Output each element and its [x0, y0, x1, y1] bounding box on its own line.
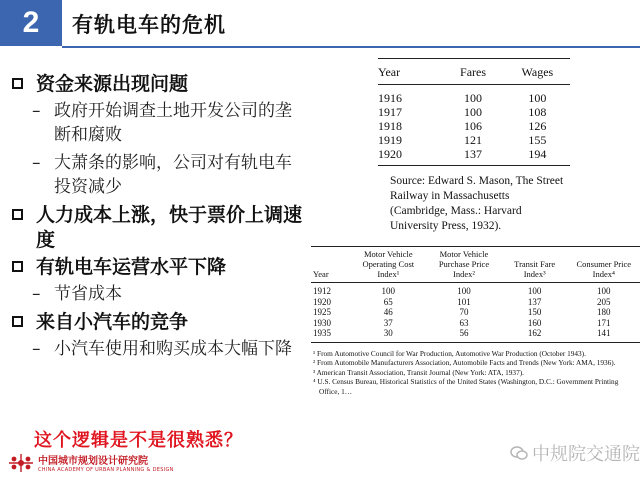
checkbox-square-icon	[12, 209, 23, 220]
table-cell: 63	[459, 317, 469, 328]
table-cell: 1916	[378, 91, 402, 105]
footnote: ³ American Transit Association, Transit Journal (New York: ATA, 1937).	[313, 367, 524, 377]
table-cell: 101	[457, 296, 471, 307]
sub-bullet-item	[10, 337, 310, 361]
table-cell: 180	[597, 307, 611, 317]
table-cell: 1935	[313, 328, 331, 338]
table-cell: 1920	[378, 147, 402, 161]
fares-wages-table	[378, 58, 570, 234]
bullet-text: 有轨电车运营水平下降	[36, 256, 227, 278]
bullet-text: 人力成本上涨，快于票价上调速度	[36, 204, 303, 251]
table-row	[378, 105, 570, 119]
bullet-list	[10, 72, 310, 365]
table-cell: 100	[457, 286, 471, 296]
bullet-item	[10, 72, 310, 97]
bullet-item	[10, 203, 310, 253]
table-row	[311, 318, 640, 329]
table-row	[311, 307, 640, 318]
column-header: Motor Vehicle Operating Cost Index¹	[362, 249, 415, 279]
table-cell: 1919	[378, 133, 402, 147]
table-cell: 100	[527, 286, 542, 296]
table-cell: 100	[597, 286, 611, 296]
column-header: Consumer Price Index⁴	[576, 259, 632, 279]
table-cell: 1917	[378, 105, 402, 119]
table-cell: 108	[528, 105, 547, 119]
checkbox-square-icon	[12, 78, 23, 89]
table-cell: 162	[527, 328, 542, 338]
column-header: Transit Fare Index³	[514, 259, 556, 279]
wechat-icon	[510, 445, 528, 461]
column-header: Year	[313, 269, 329, 279]
bullet-item	[10, 310, 310, 335]
table-row	[311, 328, 640, 339]
table-row	[378, 119, 570, 133]
column-header: Motor Vehicle Purchase Price Index²	[438, 249, 490, 279]
table-cell: 205	[597, 296, 611, 307]
organization-logo	[8, 452, 174, 473]
table-row	[378, 147, 570, 161]
logo-name-en: CHINA ACADEMY OF URBAN PLANNING & DESIGN	[38, 467, 174, 473]
table-cell: 1920	[313, 296, 331, 307]
column-header: Fares	[460, 65, 487, 79]
dash-icon: –	[32, 101, 41, 121]
table-cell: 65	[383, 296, 393, 307]
footnote: ⁴ U.S. Census Bureau, Historical Statistics of the United States (Washington, D.C.: Government Printing Office, 1…	[313, 377, 619, 396]
sub-bullet-item	[10, 151, 310, 199]
logo-name-zh: 中国城市规划设计研究院	[38, 456, 148, 467]
table-cell: 1918	[378, 119, 402, 133]
bullet-item	[10, 255, 310, 280]
sub-bullet-text: 大萧条的影响，公司对有轨电车投资减少	[54, 153, 292, 197]
table-cell: 171	[597, 317, 611, 328]
table-cell: 100	[464, 105, 483, 119]
table-cell: 194	[528, 147, 547, 161]
dash-icon: –	[32, 339, 41, 359]
footnote: ² From Automobile Manufacturers Association, Automobile Facts and Trends (New York: AMA, 1936).	[313, 358, 616, 368]
table-cell: 155	[528, 133, 547, 147]
table-cell: 1912	[313, 286, 331, 296]
dash-icon: –	[32, 284, 41, 304]
slide-number-badge: 2	[0, 0, 62, 46]
sub-bullet-text: 小汽车使用和购买成本大幅下降	[54, 339, 292, 359]
sub-bullet-text: 节省成本	[54, 284, 122, 304]
title-divider	[62, 46, 640, 48]
table-cell: 160	[527, 317, 542, 328]
sub-bullet-item	[10, 282, 310, 306]
table-header-row	[311, 247, 640, 283]
table-source-note: Source: Edward S. Mason, The Street Railway in Massachusetts (Cambridge, Mass.: Harvard University Press, 1932).	[390, 175, 564, 232]
table-cell: 100	[464, 91, 483, 105]
table-cell: 30	[383, 328, 393, 338]
table-cell: 70	[459, 307, 469, 317]
column-header: Wages	[521, 65, 554, 79]
checkbox-square-icon	[12, 261, 23, 272]
table-cell: 100	[381, 286, 396, 296]
table-cell: 1930	[313, 317, 331, 328]
checkbox-square-icon	[12, 316, 23, 327]
table-cell: 106	[464, 119, 483, 133]
table-cell: 150	[527, 307, 542, 317]
column-header: Year	[378, 65, 401, 79]
table-cell	[311, 339, 640, 343]
footnote: ¹ From Automotive Council for War Production, Automotive War Production (October 1943).	[313, 348, 586, 358]
slide-title: 有轨电车的危机	[72, 13, 226, 37]
table-row	[311, 297, 640, 308]
table-cell: 137	[527, 296, 542, 307]
table-row	[311, 286, 640, 297]
table-header-row	[378, 59, 570, 85]
caupd-logo-icon	[8, 453, 34, 473]
sub-bullet-item	[10, 99, 310, 147]
table-cell	[378, 161, 570, 166]
table-cell: 56	[459, 328, 469, 338]
watermark	[510, 440, 640, 466]
table-cell: 100	[528, 91, 547, 105]
table-cell: 126	[528, 119, 547, 133]
table-row	[378, 91, 570, 105]
dash-icon: –	[32, 153, 41, 173]
sub-bullet-text: 政府开始调查土地开发公司的垄断和腐败	[54, 101, 292, 145]
cost-index-table	[311, 246, 640, 396]
table-cell: 46	[383, 307, 393, 317]
table-cell: 121	[464, 133, 483, 147]
table-cell: 141	[597, 328, 611, 338]
table-cell: 1925	[313, 307, 331, 317]
table-cell: 37	[383, 317, 393, 328]
table-footnotes	[311, 349, 640, 397]
table-row	[378, 133, 570, 147]
table-cell: 137	[464, 147, 483, 161]
callout-text: 这个逻辑是不是很熟悉？	[34, 430, 243, 451]
bullet-text: 资金来源出现问题	[36, 73, 189, 95]
watermark-text: 中规院交通院	[532, 444, 640, 465]
bullet-text: 来自小汽车的竞争	[36, 311, 189, 333]
